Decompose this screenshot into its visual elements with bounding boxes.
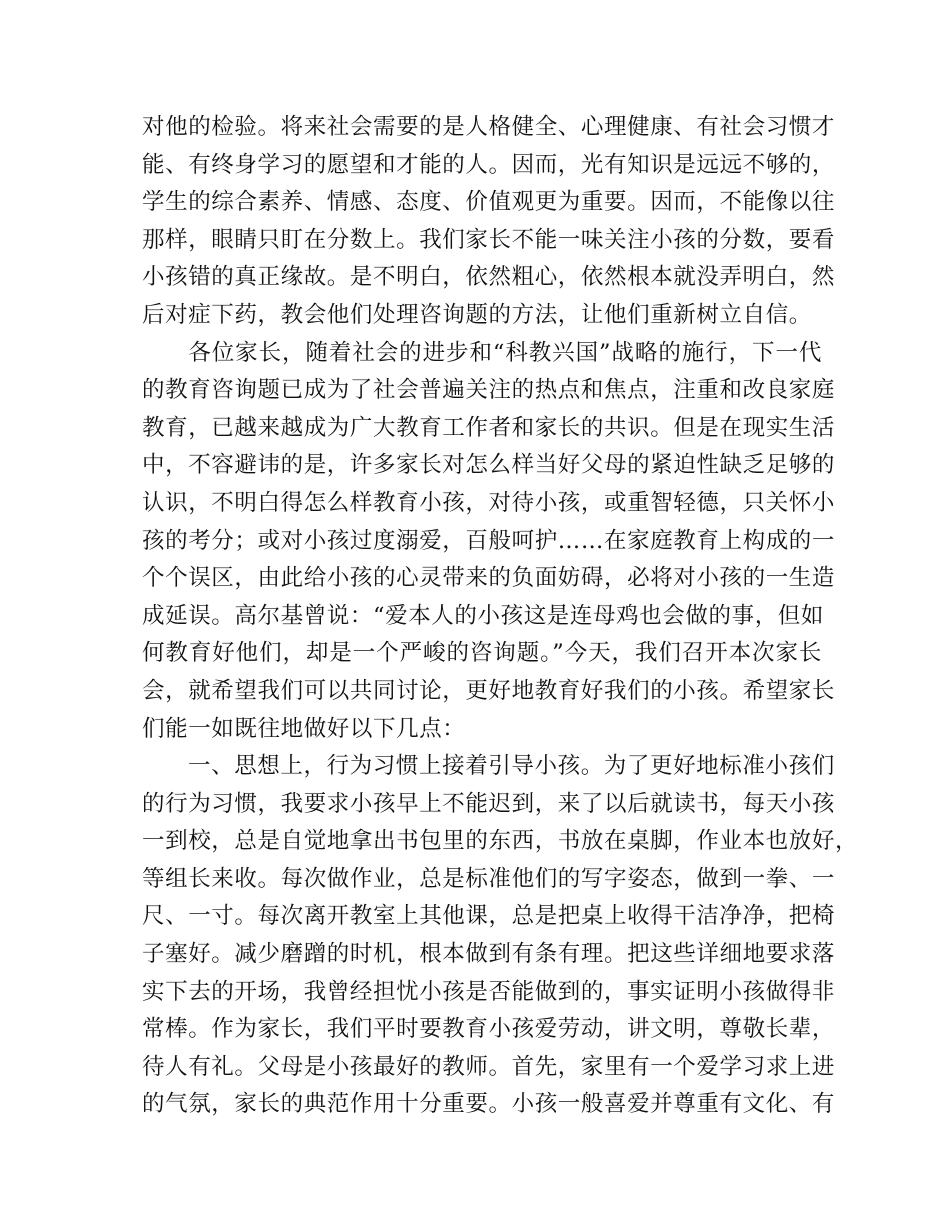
text-line: 的行为习惯，我要求小孩早上不能迟到，来了以后就读书，每天小孩 (142, 790, 836, 817)
text-line: 后对症下药，教会他们处理咨询题的方法，让他们重新树立自信。 (142, 301, 812, 328)
paragraph-2 (142, 335, 836, 749)
paragraph-3 (142, 748, 859, 1124)
text-line: 成延误。高尔基曾说：“爱本人的小孩这是连母鸡也会做的事，但如 (142, 602, 825, 629)
document-body (142, 109, 859, 1124)
text-line: 认识，不明白得怎么样教育小孩，对待小孩，或重智轻德，只关怀小 (142, 489, 836, 516)
text-line: 孩的考分；或对小孩过度溺爱，百般呵护……在家庭教育上构成的一 (142, 527, 836, 554)
text-line-content: 各位家长，随着社会的进步和“科教兴国”战略的施行，下一代 (188, 339, 822, 366)
text-line: 何教育好他们，却是一个严峻的咨询题。”今天，我们召开本次家长 (142, 640, 822, 667)
text-line: 一到校，总是自觉地拿出书包里的东西，书放在桌脚，作业本也放好， (142, 828, 859, 855)
text-line: 们能一如既往地做好以下几点： (142, 715, 466, 742)
text-line: 尺、一寸。每次离开教室上其他课，总是把桌上收得干洁净净，把椅 (142, 903, 836, 930)
text-line: 的气氛，家长的典范作用十分重要。小孩一般喜爱并尊重有文化、有 (142, 1091, 836, 1118)
text-line: 中，不容避讳的是，许多家长对怎么样当好父母的紧迫性缺乏足够的 (142, 452, 836, 479)
text-line: 的教育咨询题已成为了社会普遍关注的热点和焦点，注重和改良家庭 (142, 377, 836, 404)
text-line: 能、有终身学习的愿望和才能的人。因而，光有知识是远远不够的， (142, 151, 836, 178)
text-line-indented (142, 335, 822, 373)
text-line: 学生的综合素养、情感、态度、价值观更为重要。因而，不能像以往 (142, 189, 836, 216)
text-line: 教育，已越来越成为广大教育工作者和家长的共识。但是在现实生活 (142, 414, 836, 441)
text-line-content: 一、思想上，行为习惯上接着引导小孩。为了更好地标准小孩们 (188, 753, 835, 780)
text-line: 小孩错的真正缘故。是不明白，依然粗心，依然根本就没弄明白，然 (142, 264, 836, 291)
text-line: 子塞好。减少磨蹭的时机，根本做到有条有理。把这些详细地要求落 (142, 941, 836, 968)
text-line: 待人有礼。父母是小孩最好的教师。首先，家里有一个爱学习求上进 (142, 1053, 836, 1080)
text-line: 等组长来收。每次做作业，总是标准他们的写字姿态，做到一拳、一 (142, 865, 836, 892)
text-line: 个个误区，由此给小孩的心灵带来的负面妨碍，必将对小孩的一生造 (142, 565, 836, 592)
paragraph-1 (142, 109, 836, 335)
text-line: 实下去的开场，我曾经担忧小孩是否能做到的，事实证明小孩做得非 (142, 978, 836, 1005)
text-line: 那样，眼睛只盯在分数上。我们家长不能一味关注小孩的分数，要看 (142, 226, 836, 253)
text-line-indented (142, 748, 835, 786)
text-line: 对他的检验。将来社会需要的是人格健全、心理健康、有社会习惯才 (142, 114, 836, 140)
text-line: 会，就希望我们可以共同讨论，更好地教育好我们的小孩。希望家长 (142, 677, 836, 704)
text-line: 常棒。作为家长，我们平时要教育小孩爱劳动，讲文明，尊敬长辈， (142, 1016, 836, 1043)
